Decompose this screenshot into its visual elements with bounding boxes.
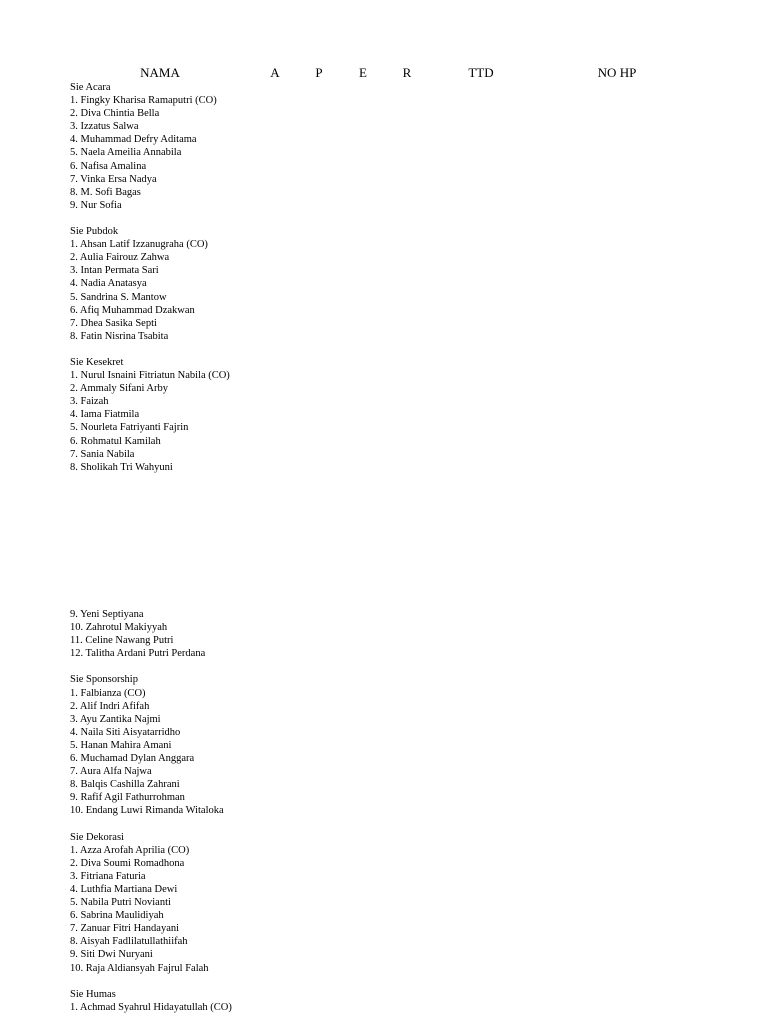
committee-section xyxy=(70,81,670,212)
member-item: 1. Achmad Syahrul Hidayatullah (CO) xyxy=(70,1001,232,1013)
member-item: 12. Talitha Ardani Putri Perdana xyxy=(70,648,206,660)
member-item: 10. Zahrotul Makiyyah xyxy=(70,622,168,634)
committee-section xyxy=(70,988,670,1014)
committee-section xyxy=(70,225,670,343)
member-item: 6. Rohmatul Kamilah xyxy=(70,435,161,447)
committee-section xyxy=(70,831,670,975)
header-nohp: NO HP xyxy=(597,65,637,80)
header-e: E xyxy=(359,65,367,80)
member-item: 7. Vinka Ersa Nadya xyxy=(70,173,157,185)
member-item: 8. Balqis Cashilla Zahrani xyxy=(70,779,180,791)
member-item: 7. Sania Nabila xyxy=(70,448,135,460)
member-item: 8. Aisyah Fadlilatullathiifah xyxy=(70,936,188,948)
member-item: 11. Celine Nawang Putri xyxy=(70,635,174,647)
member-item: 9. Nur Sofia xyxy=(70,199,122,211)
member-item: 7. Zanuar Fitri Handayani xyxy=(70,923,180,935)
header-nama: NAMA xyxy=(140,65,180,80)
member-item: 4. Luthfia Martiana Dewi xyxy=(70,883,178,895)
member-item: 1. Azza Arofah Aprilia (CO) xyxy=(70,844,190,856)
committee-section xyxy=(70,356,670,474)
member-item: 10. Raja Aldiansyah Fajrul Falah xyxy=(70,962,209,974)
member-item: 6. Nafisa Amalina xyxy=(70,160,147,172)
member-item: 7. Aura Alfa Najwa xyxy=(70,766,152,778)
member-item: 1. Nurul Isnaini Fitriatun Nabila (CO) xyxy=(70,370,230,382)
section-title: Sie Kesekret xyxy=(70,356,124,368)
member-item: 6. Afiq Muhammad Dzakwan xyxy=(70,304,195,316)
section-title: Sie Humas xyxy=(70,988,116,1000)
member-list-upper xyxy=(70,81,670,474)
member-item: 3. Ayu Zantika Najmi xyxy=(70,713,161,725)
member-item: 9. Rafif Agil Fathurrohman xyxy=(70,792,185,804)
section-title: Sie Pubdok xyxy=(70,226,119,238)
member-item: 5. Nourleta Fatriyanti Fajrin xyxy=(70,422,189,434)
member-item: 3. Intan Permata Sari xyxy=(70,265,159,277)
member-item: 4. Muhammad Defry Aditama xyxy=(70,134,197,146)
member-item: 2. Aulia Fairouz Zahwa xyxy=(70,252,170,264)
table-header xyxy=(0,64,768,82)
member-item: 1. Ahsan Latif Izzanugraha (CO) xyxy=(70,239,208,251)
member-item: 8. Fatin Nisrina Tsabita xyxy=(70,330,169,342)
member-item: 1. Fingky Kharisa Ramaputri (CO) xyxy=(70,95,217,107)
member-list-lower xyxy=(70,608,670,1014)
header-p: P xyxy=(315,65,323,80)
header-r: R xyxy=(402,65,412,80)
member-item: 3. Fitriana Faturia xyxy=(70,870,146,882)
member-item: 4. Naila Siti Aisyatarridho xyxy=(70,726,181,738)
member-item: 2. Diva Soumi Romadhona xyxy=(70,857,185,869)
member-item: 8. Sholikah Tri Wahyuni xyxy=(70,461,173,473)
member-item: 6. Sabrina Maulidiyah xyxy=(70,910,164,922)
header-ttd: TTD xyxy=(468,65,494,80)
member-item: 5. Nabila Putri Novianti xyxy=(70,897,171,909)
section-title: Sie Sponsorship xyxy=(70,674,138,686)
member-item: 6. Muchamad Dylan Anggara xyxy=(70,753,195,765)
member-item: 10. Endang Luwi Rimanda Witaloka xyxy=(70,805,224,817)
member-item: 3. Faizah xyxy=(70,396,109,408)
member-item: 5. Naela Ameilia Annabila xyxy=(70,147,182,159)
section-title: Sie Acara xyxy=(70,82,111,93)
member-item: 2. Diva Chintia Bella xyxy=(70,108,160,120)
committee-section xyxy=(70,673,670,817)
section-title: Sie Dekorasi xyxy=(70,831,124,843)
member-item: 4. Nadia Anatasya xyxy=(70,278,147,290)
member-item: 4. Iama Fiatmila xyxy=(70,409,140,421)
member-item: 9. Siti Dwi Nuryani xyxy=(70,949,153,961)
committee-section xyxy=(70,608,670,660)
member-item: 9. Yeni Septiyana xyxy=(70,609,144,620)
member-item: 3. Izzatus Salwa xyxy=(70,121,139,133)
member-item: 1. Falbianza (CO) xyxy=(70,687,146,699)
header-a: A xyxy=(270,65,280,80)
member-item: 5. Hanan Mahira Amani xyxy=(70,739,172,751)
member-item: 5. Sandrina S. Mantow xyxy=(70,291,167,303)
member-item: 2. Alif Indri Afifah xyxy=(70,700,150,712)
member-item: 2. Ammaly Sifani Arby xyxy=(70,383,168,395)
member-item: 7. Dhea Sasika Septi xyxy=(70,317,157,329)
member-item: 8. M. Sofi Bagas xyxy=(70,186,141,198)
